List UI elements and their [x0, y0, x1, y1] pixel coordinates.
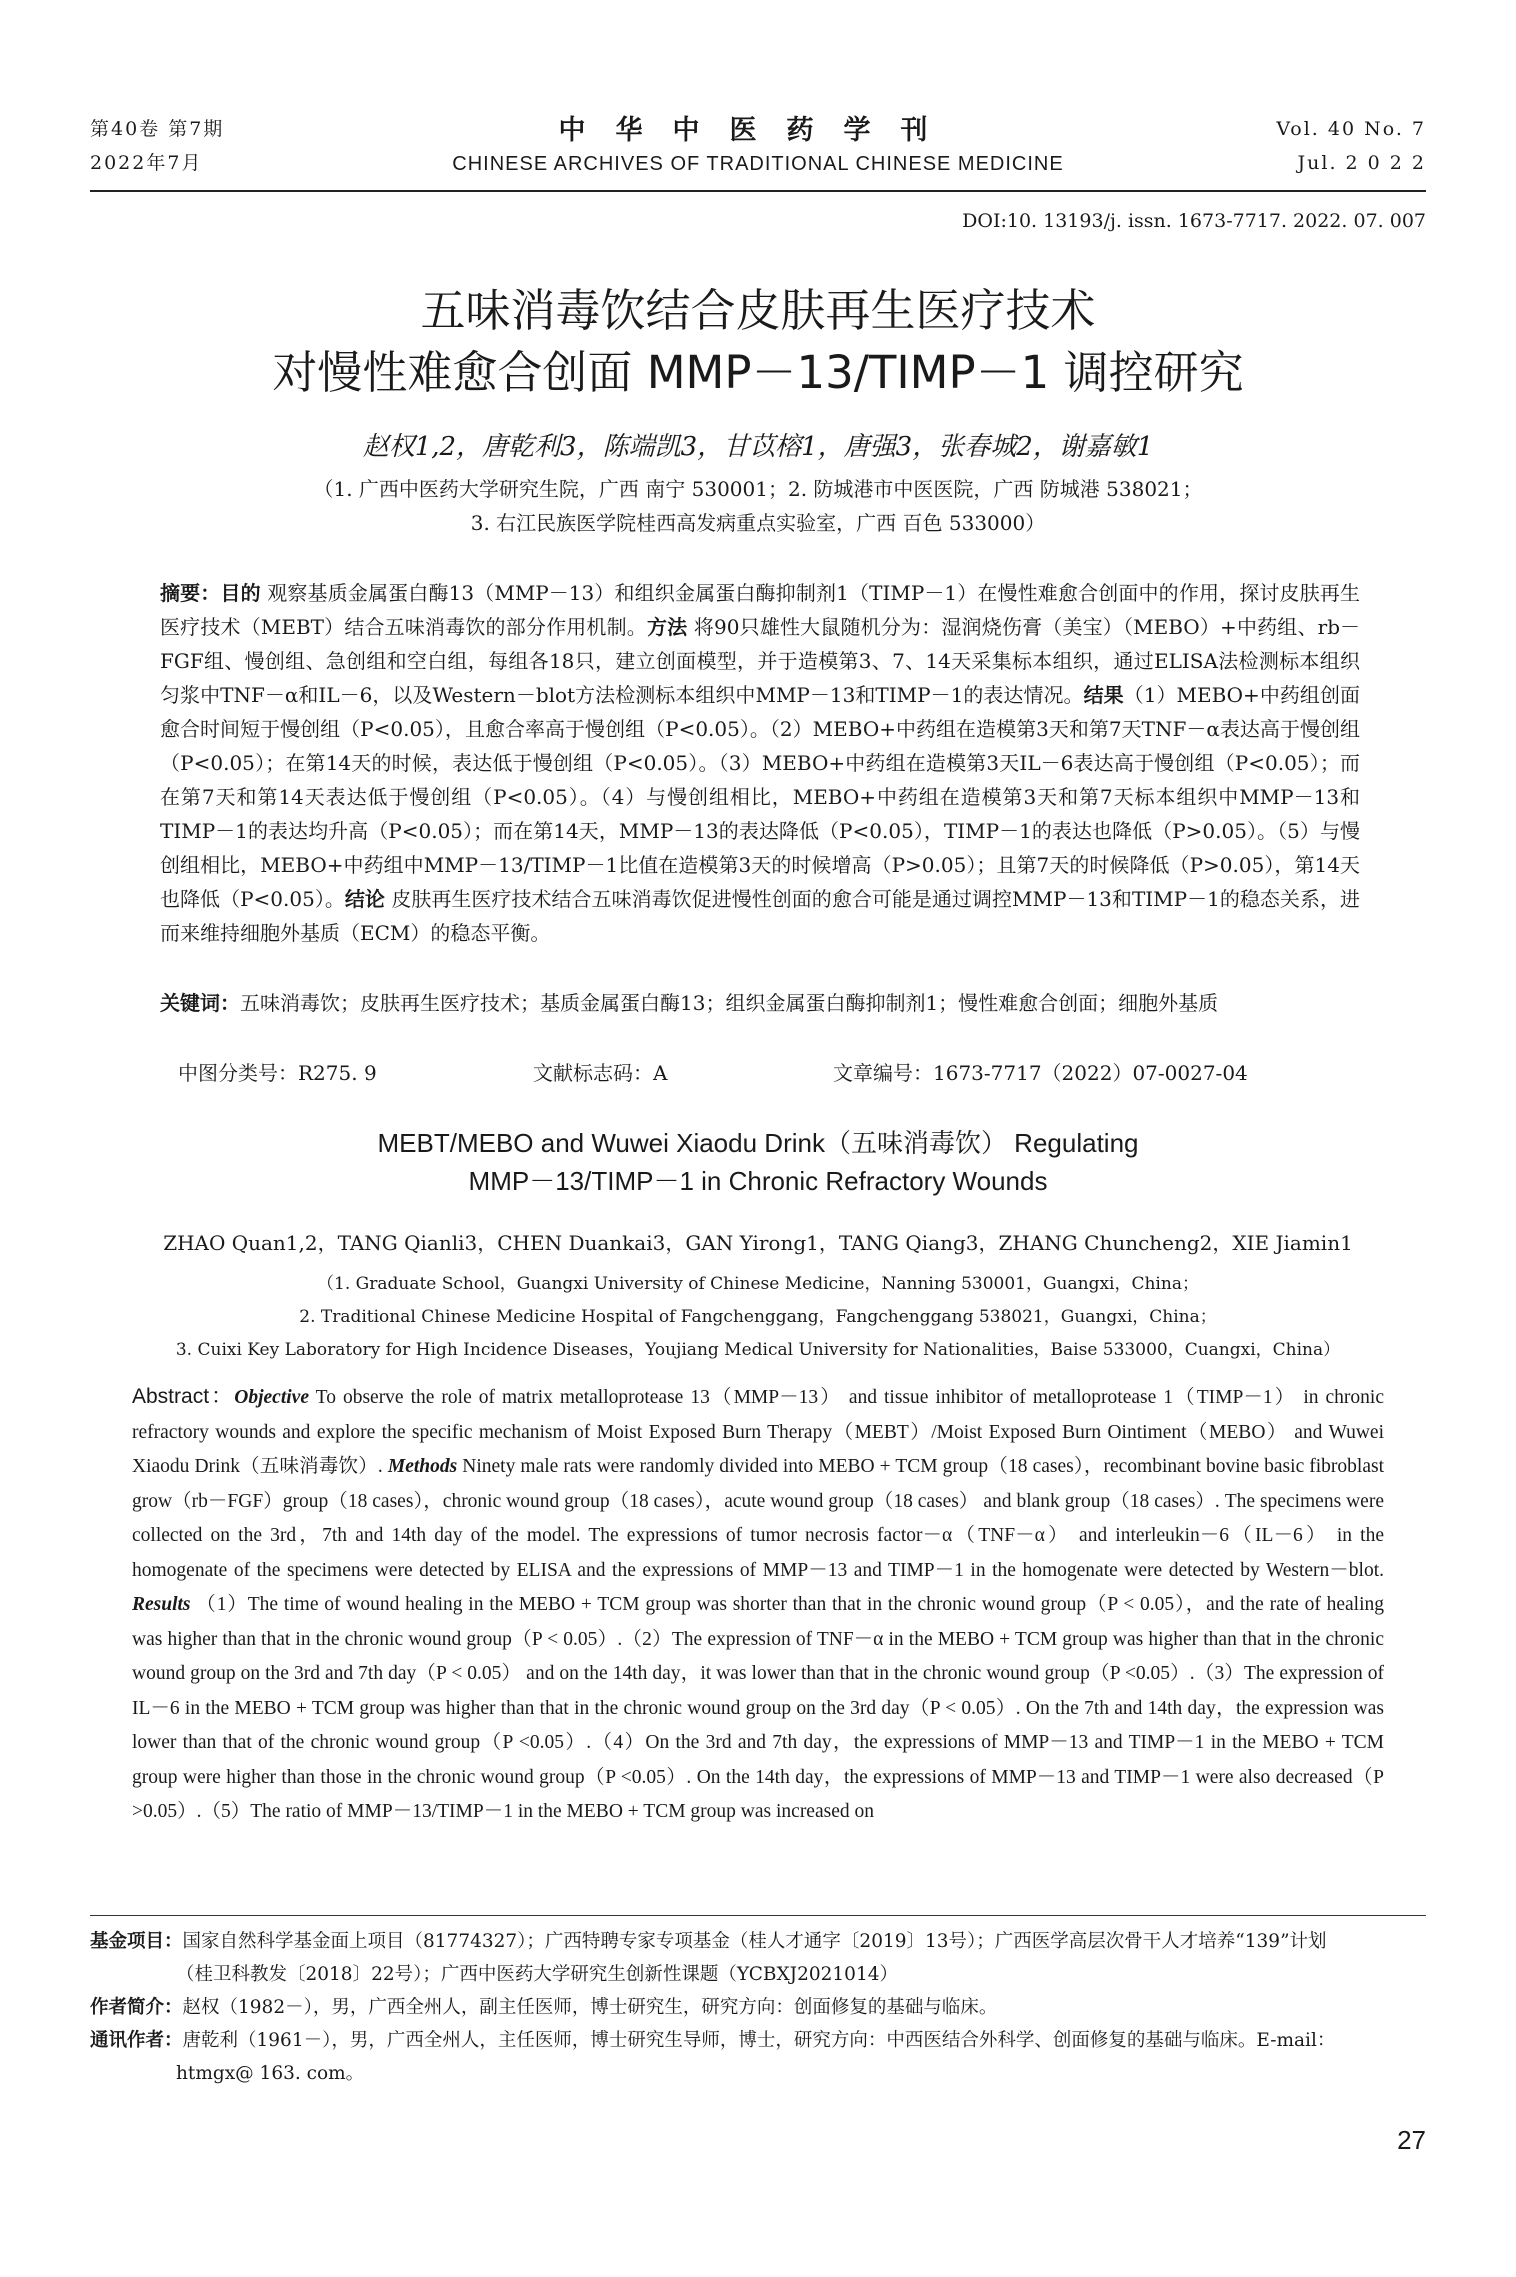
header-volume-en: Vol. 40 No. 7 Jul. 2 0 2 2 — [1276, 118, 1426, 174]
keywords-cn: 关键词：五味消毒饮；皮肤再生医疗技术；基质金属蛋白酶13；组织金属蛋白酶抑制剂1；慢性难愈合创面；细胞外基质 — [160, 991, 1219, 1015]
corresponding-author: 通讯作者：唐乾利（1961－），男，广西全州人，主任医师，博士研究生导师，博士，研究方向：中西医结合外科学、创面修复的基础与临床。E-mail： — [90, 2030, 1336, 2051]
email: htmgx@ 163. com。 — [176, 2063, 365, 2084]
footnote-rule — [90, 1915, 1426, 1916]
header-rule — [90, 190, 1426, 192]
journal-name-en: CHINESE ARCHIVES OF TRADITIONAL CHINESE MEDICINE — [452, 153, 1064, 175]
journal-name-cn: 中华中医药学刊 — [558, 115, 958, 146]
abstract-en: Abstract：Objective To observe the role of matrix metalloprotease 13（MMP－13） and tissue inhibitor of metalloprotease 1（TIMP－1） in chronic refractory wounds and explore the specific mechanism of Moist Exposed Burn Therapy（MEBT）/Moist Exposed Burn Ointiment（MEBO） and Wuwei Xiaodu Drink（五味消毒饮）. Methods Ninety male rats were randomly divided into MEBO + TCM group（18 cases），recombinant bovine basic fibroblast grow（rb－FGF）group（18 cases），chronic wound group（18 cases），acute wound group（18 cases） and blank group（18 cases）. The specimens were collected on the 3rd，7th and 14th day of the model. The expressions of tumor necrosis factor－α（TNF－α） and interleukin－6（IL－6） in the homogenate of the specimens were detected by ELISA and the expressions of MMP－13 and TIMP－1 in the homogenate were detected by Western－blot. Results （1）The time of wound healing in the MEBO + TCM group was shorter than that in the chronic wound group（P < 0.05），and the rate of healing was higher than that in the chronic wound group（P < 0.05）.（2）The expression of TNF－α in the MEBO + TCM group was higher than that in the chronic wound group on the 3rd and 7th day（P < 0.05） and on the 14th day，it was lower than that in the chronic wound group（P <0.05）.（3）The expression of IL－6 in the MEBO + TCM group was higher than that in the chronic wound group on the 3rd day（P < 0.05）. On the 7th and 14th day，the expression was lower than that of the chronic wound group（P <0.05）.（4）On the 3rd and 7th day，the expressions of MMP－13 and TIMP－1 in the MEBO + TCM group were higher than those in the chronic wound group（P <0.05）. On the 14th day，the expressions of MMP－13 and TIMP－1 were also decreased（P >0.05）.（5）The ratio of MMP－13/TIMP－1 in the MEBO + TCM group was increased on — [132, 1385, 1385, 1822]
article-title-en: MEBT/MEBO and Wuwei Xiaodu Drink（五味消毒饮） Regulating MMP－13/TIMP－1 in Chronic Refractory Wounds — [377, 1128, 1139, 1196]
doi: DOI:10. 13193/j. issn. 1673-7717. 2022. 07. 007 — [962, 210, 1426, 232]
funding-note: 基金项目：国家自然科学基金面上项目（81774327）；广西特聘专家专项基金（桂人才通字〔2019〕13号）；广西医学高层次骨干人才培养“139”计划 — [90, 1931, 1327, 1952]
clc-number: 中图分类号：R275. 9 — [178, 1061, 377, 1085]
page-number: 27 — [1397, 2125, 1426, 2155]
article-title-cn: 五味消毒饮结合皮肤再生医疗技术 对慢性难愈合创面 MMP－13/TIMP－1 调控研究 — [272, 284, 1244, 399]
author-bio: 作者简介：赵权（1982－），男，广西全州人，副主任医师，博士研究生，研究方向：创面修复的基础与临床。 — [90, 1997, 998, 2018]
authors-cn: 赵权1,2，唐乾利3，陈端凯3，甘苡榕1，唐强3，张春城2，谢嘉敏1 — [362, 432, 1154, 462]
affiliations-en: （1. Graduate School，Guangxi University of Chinese Medicine，Nanning 530001，Guangxi，China； 2. Traditional Chinese Medicine Hospital of Fangchenggang，Fangchenggang 538021，Guangxi，China； 3. Cuixi Key Laboratory for High Incidence Diseases，Youjiang Medical University for Nationalities，Baise 533000，Cuangxi，China） — [175, 1274, 1341, 1360]
article-number: 文章编号：1673-7717（2022）07-0027-04 — [833, 1061, 1248, 1085]
affiliations-cn: （1. 广西中医药大学研究生院，广西 南宁 530001；2. 防城港市中医医院，广西 防城港 538021； 3. 右江民族医学院桂西高发病重点实验室，广西 百色 533000） — [313, 477, 1203, 535]
header-volume-cn: 第40卷 第7期 2022年7月 — [90, 118, 225, 174]
abstract-cn: 摘要：目的 观察基质金属蛋白酶13（MMP－13）和组织金属蛋白酶抑制剂1（TIMP－1）在慢性难愈合创面中的作用，探讨皮肤再生医疗技术（MEBT）结合五味消毒饮的部分作用机制。方法 将90只雄性大鼠随机分为：湿润烧伤膏（美宝）（MEBO）+中药组、rb－FGF组、慢创组、急创组和空白组，每组各18只，建立创面模型，并于造模第3、7、14天采集标本组织，通过ELISA法检测标本组织匀浆中TNF－α和IL－6，以及Western－blot方法检测标本组织中MMP－13和TIMP－1的表达情况。结果（1）MEBO+中药组创面愈合时间短于慢创组（P<0.05），且愈合率高于慢创组（P<0.05）。（2）MEBO+中药组在造模第3天和第7天TNF－α表达高于慢创组（P<0.05）；在第14天的时候，表达低于慢创组（P<0.05）。（3）MEBO+中药组在造模第3天IL－6表达高于慢创组（P<0.05）；而在第7天和第14天表达低于慢创组（P<0.05）。（4）与慢创组相比，MEBO+中药组在造模第3天和第7天标本组织中MMP－13和TIMP－1的表达均升高（P<0.05）；而在第14天，MMP－13的表达降低（P<0.05），TIMP－1的表达也降低（P>0.05）。（5）与慢创组相比，MEBO+中药组中MMP－13/TIMP－1比值在造模第3天的时候增高（P>0.05）；且第7天的时候降低（P>0.05），第14天也降低（P<0.05）。结论 皮肤再生医疗技术结合五味消毒饮促进慢性创面的愈合可能是通过调控MMP－13和TIMP－1的稳态关系，进而来维持细胞外基质（ECM）的稳态平衡。 — [160, 581, 1361, 945]
footnotes: 基金项目：国家自然科学基金面上项目（81774327）；广西特聘专家专项基金（桂人才通字〔2019〕13号）；广西医学高层次骨干人才培养“139”计划 （桂卫科教发〔2018〕22号）；广西中医药大学研究生创新性课题（YCBXJ2021014） 作者简介：赵权（1982－），男，广西全州人，副主任医师，博士研究生，研究方向：创面修复的基础与临床。 通讯作者：唐乾利（1961－），男，广西全州人，主任医师，博士研究生导师，博士，研究方向：中西医结合外科学、创面修复的基础与临床。E-mail： htmgx@ 163. com。 — [90, 1925, 1426, 2090]
authors-en: ZHAO Quan1,2，TANG Qianli3，CHEN Duankai3，GAN Yirong1，TANG Qiang3，ZHANG Chuncheng2，XIE Jiamin1 — [163, 1231, 1353, 1255]
document-code: 文献标志码：A — [533, 1061, 668, 1085]
